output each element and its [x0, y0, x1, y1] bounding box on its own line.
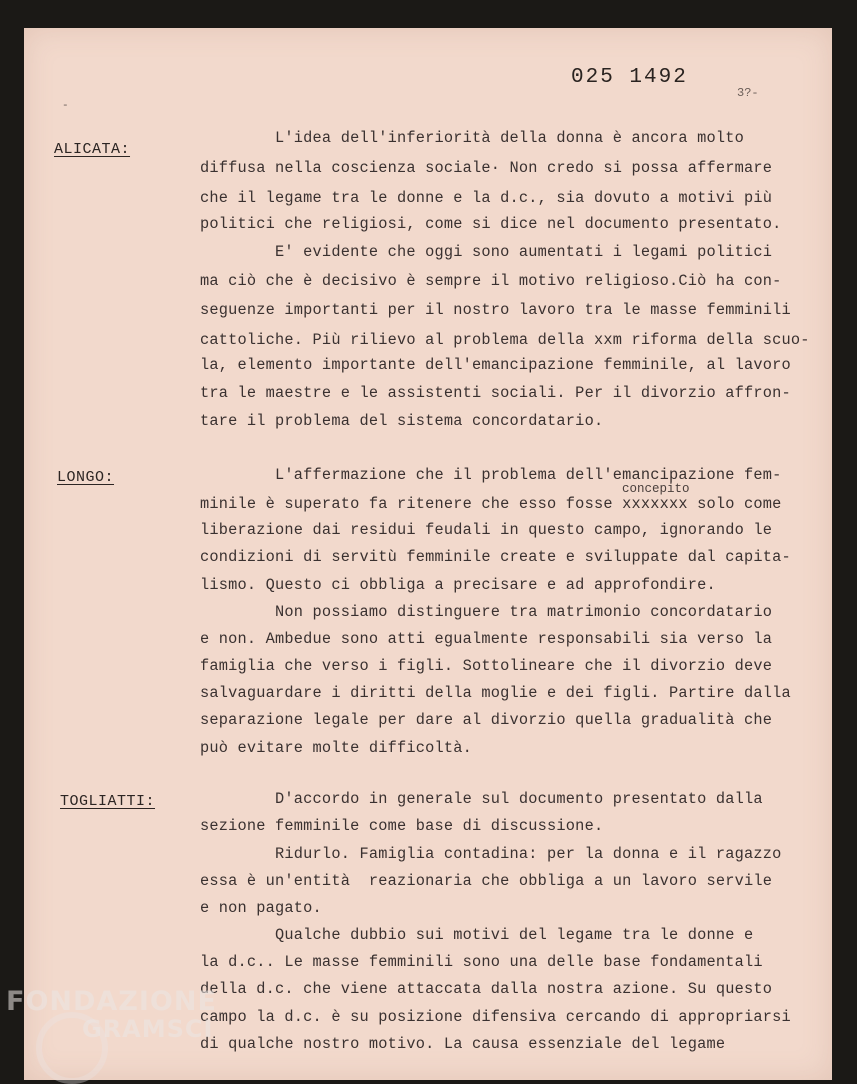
text-line: D'accordo in generale sul documento presentato dalla	[200, 790, 763, 808]
text-line: famiglia che verso i figli. Sottolineare che il divorzio deve	[200, 657, 773, 675]
text-line: può evitare molte difficoltà.	[200, 739, 473, 757]
text-line: lismo. Questo ci obbliga a precisare e ad approfondire.	[200, 576, 716, 594]
text-line: Ridurlo. Famiglia contadina: per la donna e il ragazzo	[200, 845, 782, 863]
watermark-line-1: FONDAZIONE	[6, 986, 217, 1017]
watermark-line-2: GRAMSCI	[82, 1015, 214, 1043]
text-line: della d.c. che viene attaccata dalla nostra azione. Su questo	[200, 980, 773, 998]
text-line: L'affermazione che il problema dell'emancipazione fem-	[200, 466, 782, 484]
text-line: la d.c.. Le masse femminili sono una delle base fondamentali	[200, 953, 763, 971]
text-line: Non possiamo distinguere tra matrimonio concordatario	[200, 603, 773, 621]
text-line: che il legame tra le donne e la d.c., sia dovuto a motivi più	[200, 189, 773, 207]
text-line: di qualche nostro motivo. La causa essenziale del legame	[200, 1035, 726, 1053]
text-line: e non pagato.	[200, 899, 322, 917]
archive-number: 025 1492	[571, 66, 688, 89]
text-line: separazione legale per dare al divorzio quella gradualità che	[200, 711, 773, 729]
text-line: condizioni di servitù femminile create e sviluppate dal capita-	[200, 548, 791, 566]
text-line: liberazione dai residui feudali in questo campo, ignorando le	[200, 521, 773, 539]
text-line: campo la d.c. è su posizione difensiva cercando di appropriarsi	[200, 1008, 791, 1026]
text-line: politici che religiosi, come si dice nel documento presentato.	[200, 215, 782, 233]
page-marker: 3?-	[737, 86, 759, 100]
text-line: ma ciò che è decisivo è sempre il motivo religioso.Ciò ha con-	[200, 272, 782, 290]
margin-dash: -	[62, 100, 69, 112]
text-line: sezione femminile come base di discussione.	[200, 817, 604, 835]
text-line: e non. Ambedue sono atti egualmente responsabili sia verso la	[200, 630, 773, 648]
text-line: Qualche dubbio sui motivi del legame tra le donne e	[200, 926, 754, 944]
speaker-togliatti: TOGLIATTI:	[60, 793, 156, 810]
text-line: E' evidente che oggi sono aumentati i legami politici	[200, 243, 773, 261]
text-line: minile è superato fa ritenere che esso fosse xxxxxxx solo come	[200, 495, 782, 513]
text-line: L'idea dell'inferiorità della donna è ancora molto	[200, 129, 745, 147]
text-line: seguenze importanti per il nostro lavoro tra le masse femminili	[200, 301, 791, 319]
text-line: tare il problema del sistema concordatario.	[200, 412, 604, 430]
text-line: la, elemento importante dell'emancipazione femminile, al lavoro	[200, 356, 791, 374]
speaker-alicata: ALICATA:	[54, 141, 131, 158]
interlinear-correction: concepito	[622, 482, 690, 496]
text-line: essa è un'entità reazionaria che obbliga a un lavoro servile	[200, 872, 773, 890]
watermark	[6, 986, 217, 1043]
text-line: diffusa nella coscienza sociale· Non credo si possa affermare	[200, 159, 773, 177]
text-line: salvaguardare i diritti della moglie e dei figli. Partire dalla	[200, 684, 791, 702]
text-line: cattoliche. Più rilievo al problema della xxm riforma della scuo-	[200, 331, 810, 349]
speaker-longo: LONGO:	[57, 469, 115, 486]
text-line: tra le maestre e le assistenti sociali. Per il divorzio affron-	[200, 384, 791, 402]
